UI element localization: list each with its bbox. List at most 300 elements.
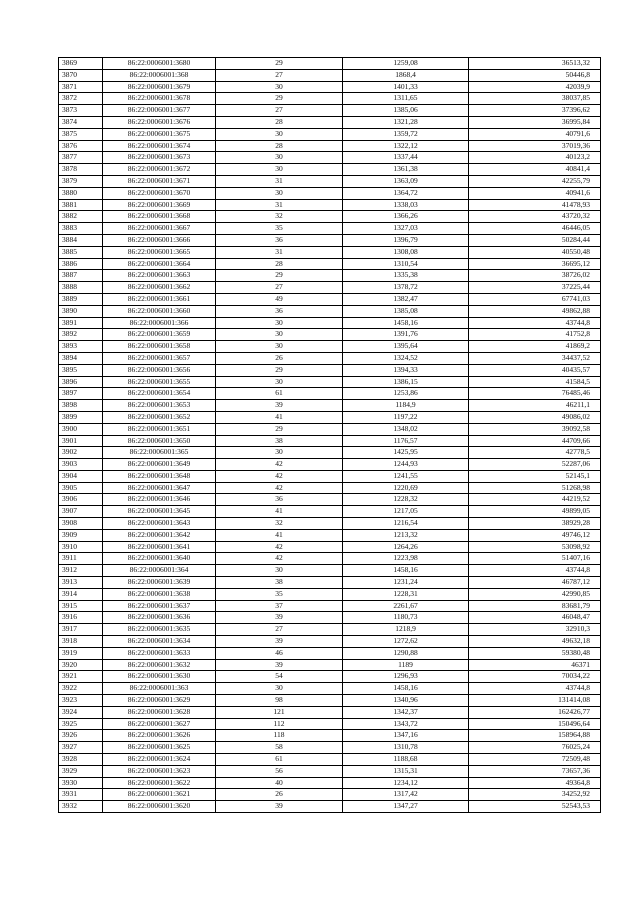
count-cell: 40 [216, 777, 343, 789]
unit-value-cell: 1401,33 [343, 81, 469, 93]
unit-value-cell: 1228,32 [343, 494, 469, 506]
unit-value-cell: 1395,64 [343, 341, 469, 353]
unit-value-cell: 1363,09 [343, 175, 469, 187]
row-number-cell: 3902 [59, 447, 103, 459]
cadastral-number-cell: 86:22:0006001:3671 [103, 175, 216, 187]
unit-value-cell: 1272,62 [343, 636, 469, 648]
table-row [59, 518, 601, 530]
cadastral-number-cell: 86:22:0006001:3675 [103, 128, 216, 140]
cadastral-number-cell: 86:22:0006001:366 [103, 317, 216, 329]
row-number-cell: 3888 [59, 282, 103, 294]
total-value-cell: 70034,22 [469, 671, 601, 683]
table-row [59, 447, 601, 459]
cadastral-number-cell: 86:22:0006001:3673 [103, 152, 216, 164]
cadastral-number-cell: 86:22:0006001:3651 [103, 423, 216, 435]
unit-value-cell: 1184,9 [343, 400, 469, 412]
cadastral-number-cell: 86:22:0006001:3664 [103, 258, 216, 270]
cadastral-number-cell: 86:22:0006001:3663 [103, 270, 216, 282]
cadastral-number-cell: 86:22:0006001:3669 [103, 199, 216, 211]
table-row [59, 58, 601, 70]
row-number-cell: 3895 [59, 364, 103, 376]
table-row [59, 801, 601, 813]
total-value-cell: 40550,48 [469, 246, 601, 258]
count-cell: 35 [216, 588, 343, 600]
total-value-cell: 37019,36 [469, 140, 601, 152]
row-number-cell: 3881 [59, 199, 103, 211]
total-value-cell: 42778,5 [469, 447, 601, 459]
row-number-cell: 3884 [59, 234, 103, 246]
table-row [59, 636, 601, 648]
cadastral-number-cell: 86:22:0006001:3621 [103, 789, 216, 801]
count-cell: 30 [216, 341, 343, 353]
total-value-cell: 51268,98 [469, 482, 601, 494]
unit-value-cell: 1348,02 [343, 423, 469, 435]
unit-value-cell: 1244,93 [343, 459, 469, 471]
row-number-cell: 3892 [59, 329, 103, 341]
cadastral-number-cell: 86:22:0006001:3634 [103, 636, 216, 648]
table-row [59, 152, 601, 164]
unit-value-cell: 1385,06 [343, 105, 469, 117]
row-number-cell: 3869 [59, 58, 103, 70]
cadastral-number-cell: 86:22:0006001:3661 [103, 293, 216, 305]
total-value-cell: 49862,88 [469, 305, 601, 317]
count-cell: 31 [216, 175, 343, 187]
table-row [59, 258, 601, 270]
unit-value-cell: 1310,78 [343, 742, 469, 754]
total-value-cell: 42255,79 [469, 175, 601, 187]
total-value-cell: 37225,44 [469, 282, 601, 294]
unit-value-cell: 1394,33 [343, 364, 469, 376]
row-number-cell: 3896 [59, 376, 103, 388]
table-row [59, 624, 601, 636]
table-row [59, 329, 601, 341]
unit-value-cell: 1188,68 [343, 754, 469, 766]
cadastral-number-cell: 86:22:0006001:3662 [103, 282, 216, 294]
total-value-cell: 40791,6 [469, 128, 601, 140]
row-number-cell: 3893 [59, 341, 103, 353]
row-number-cell: 3911 [59, 553, 103, 565]
cadastral-number-cell: 86:22:0006001:3667 [103, 223, 216, 235]
unit-value-cell: 1310,54 [343, 258, 469, 270]
row-number-cell: 3886 [59, 258, 103, 270]
row-number-cell: 3883 [59, 223, 103, 235]
count-cell: 39 [216, 636, 343, 648]
unit-value-cell: 1458,16 [343, 683, 469, 695]
cadastral-number-cell: 86:22:0006001:3659 [103, 329, 216, 341]
unit-value-cell: 1259,08 [343, 58, 469, 70]
table-row [59, 718, 601, 730]
count-cell: 29 [216, 58, 343, 70]
total-value-cell: 41869,2 [469, 341, 601, 353]
count-cell: 30 [216, 376, 343, 388]
count-cell: 35 [216, 223, 343, 235]
cadastral-number-cell: 86:22:0006001:3655 [103, 376, 216, 388]
total-value-cell: 38037,85 [469, 93, 601, 105]
cadastral-number-cell: 86:22:0006001:3668 [103, 211, 216, 223]
table-row [59, 364, 601, 376]
unit-value-cell: 1290,88 [343, 647, 469, 659]
count-cell: 27 [216, 69, 343, 81]
total-value-cell: 43720,32 [469, 211, 601, 223]
count-cell: 30 [216, 683, 343, 695]
total-value-cell: 36513,32 [469, 58, 601, 70]
row-number-cell: 3879 [59, 175, 103, 187]
count-cell: 30 [216, 187, 343, 199]
cadastral-number-cell: 86:22:0006001:3652 [103, 411, 216, 423]
cadastral-number-cell: 86:22:0006001:3630 [103, 671, 216, 683]
cadastral-number-cell: 86:22:0006001:3677 [103, 105, 216, 117]
cadastral-number-cell: 86:22:0006001:3641 [103, 541, 216, 553]
unit-value-cell: 1228,31 [343, 588, 469, 600]
total-value-cell: 40123,2 [469, 152, 601, 164]
cadastral-number-cell: 86:22:0006001:3637 [103, 600, 216, 612]
total-value-cell: 38726,02 [469, 270, 601, 282]
table-body [59, 58, 601, 813]
unit-value-cell: 1324,52 [343, 352, 469, 364]
table-row [59, 647, 601, 659]
table-row [59, 754, 601, 766]
cadastral-number-cell: 86:22:0006001:3656 [103, 364, 216, 376]
cadastral-number-cell: 86:22:0006001:365 [103, 447, 216, 459]
cadastral-value-table [58, 57, 601, 813]
unit-value-cell: 1218,9 [343, 624, 469, 636]
count-cell: 29 [216, 364, 343, 376]
table-row [59, 659, 601, 671]
cadastral-number-cell: 86:22:0006001:3628 [103, 706, 216, 718]
count-cell: 27 [216, 624, 343, 636]
total-value-cell: 52287,06 [469, 459, 601, 471]
table-row [59, 128, 601, 140]
unit-value-cell: 1189 [343, 659, 469, 671]
total-value-cell: 59380,48 [469, 647, 601, 659]
unit-value-cell: 1315,31 [343, 765, 469, 777]
total-value-cell: 72509,48 [469, 754, 601, 766]
row-number-cell: 3870 [59, 69, 103, 81]
unit-value-cell: 1176,57 [343, 435, 469, 447]
row-number-cell: 3906 [59, 494, 103, 506]
unit-value-cell: 1308,08 [343, 246, 469, 258]
row-number-cell: 3874 [59, 116, 103, 128]
count-cell: 112 [216, 718, 343, 730]
count-cell: 28 [216, 140, 343, 152]
table-row [59, 588, 601, 600]
unit-value-cell: 1378,72 [343, 282, 469, 294]
count-cell: 30 [216, 152, 343, 164]
count-cell: 58 [216, 742, 343, 754]
count-cell: 36 [216, 305, 343, 317]
total-value-cell: 46048,47 [469, 612, 601, 624]
cadastral-number-cell: 86:22:0006001:3640 [103, 553, 216, 565]
table-row [59, 565, 601, 577]
cadastral-number-cell: 86:22:0006001:3632 [103, 659, 216, 671]
total-value-cell: 50284,44 [469, 234, 601, 246]
table-row [59, 293, 601, 305]
table-row [59, 282, 601, 294]
unit-value-cell: 1361,38 [343, 164, 469, 176]
row-number-cell: 3908 [59, 518, 103, 530]
table-row [59, 423, 601, 435]
unit-value-cell: 1338,03 [343, 199, 469, 211]
table-row [59, 742, 601, 754]
table-row [59, 411, 601, 423]
total-value-cell: 49746,12 [469, 529, 601, 541]
table-row [59, 553, 601, 565]
unit-value-cell: 1317,42 [343, 789, 469, 801]
cadastral-number-cell: 86:22:0006001:3666 [103, 234, 216, 246]
count-cell: 31 [216, 246, 343, 258]
table-row [59, 470, 601, 482]
row-number-cell: 3907 [59, 506, 103, 518]
row-number-cell: 3899 [59, 411, 103, 423]
unit-value-cell: 1322,12 [343, 140, 469, 152]
cadastral-number-cell: 86:22:0006001:3676 [103, 116, 216, 128]
table-row [59, 234, 601, 246]
table-row [59, 116, 601, 128]
cadastral-number-cell: 86:22:0006001:3660 [103, 305, 216, 317]
row-number-cell: 3909 [59, 529, 103, 541]
cadastral-number-cell: 86:22:0006001:3627 [103, 718, 216, 730]
table-row [59, 541, 601, 553]
count-cell: 46 [216, 647, 343, 659]
cadastral-number-cell: 86:22:0006001:3625 [103, 742, 216, 754]
count-cell: 41 [216, 506, 343, 518]
cadastral-number-cell: 86:22:0006001:3650 [103, 435, 216, 447]
table-row [59, 140, 601, 152]
count-cell: 26 [216, 789, 343, 801]
count-cell: 30 [216, 317, 343, 329]
table-row [59, 199, 601, 211]
total-value-cell: 41752,8 [469, 329, 601, 341]
total-value-cell: 43744,8 [469, 565, 601, 577]
row-number-cell: 3872 [59, 93, 103, 105]
count-cell: 30 [216, 447, 343, 459]
unit-value-cell: 1234,12 [343, 777, 469, 789]
total-value-cell: 34252,92 [469, 789, 601, 801]
count-cell: 39 [216, 801, 343, 813]
unit-value-cell: 1868,4 [343, 69, 469, 81]
table-row [59, 459, 601, 471]
unit-value-cell: 1386,15 [343, 376, 469, 388]
table-row [59, 494, 601, 506]
count-cell: 118 [216, 730, 343, 742]
unit-value-cell: 1231,24 [343, 577, 469, 589]
table-row [59, 683, 601, 695]
cadastral-number-cell: 86:22:0006001:3645 [103, 506, 216, 518]
total-value-cell: 162426,77 [469, 706, 601, 718]
count-cell: 42 [216, 459, 343, 471]
total-value-cell: 46371 [469, 659, 601, 671]
count-cell: 38 [216, 435, 343, 447]
total-value-cell: 36695,12 [469, 258, 601, 270]
total-value-cell: 46211,1 [469, 400, 601, 412]
cadastral-number-cell: 86:22:0006001:3636 [103, 612, 216, 624]
total-value-cell: 53098,92 [469, 541, 601, 553]
count-cell: 26 [216, 352, 343, 364]
row-number-cell: 3873 [59, 105, 103, 117]
total-value-cell: 43744,8 [469, 683, 601, 695]
count-cell: 29 [216, 270, 343, 282]
row-number-cell: 3932 [59, 801, 103, 813]
cadastral-number-cell: 86:22:0006001:3646 [103, 494, 216, 506]
table-row [59, 93, 601, 105]
count-cell: 30 [216, 164, 343, 176]
row-number-cell: 3871 [59, 81, 103, 93]
unit-value-cell: 1343,72 [343, 718, 469, 730]
total-value-cell: 49632,18 [469, 636, 601, 648]
table-row [59, 175, 601, 187]
row-number-cell: 3889 [59, 293, 103, 305]
cadastral-number-cell: 86:22:0006001:3647 [103, 482, 216, 494]
total-value-cell: 41478,93 [469, 199, 601, 211]
count-cell: 36 [216, 494, 343, 506]
cadastral-number-cell: 86:22:0006001:3658 [103, 341, 216, 353]
total-value-cell: 44219,52 [469, 494, 601, 506]
unit-value-cell: 1458,16 [343, 565, 469, 577]
row-number-cell: 3890 [59, 305, 103, 317]
row-number-cell: 3916 [59, 612, 103, 624]
table-row [59, 81, 601, 93]
count-cell: 56 [216, 765, 343, 777]
count-cell: 28 [216, 258, 343, 270]
row-number-cell: 3919 [59, 647, 103, 659]
count-cell: 41 [216, 411, 343, 423]
total-value-cell: 39092,58 [469, 423, 601, 435]
cadastral-number-cell: 86:22:0006001:3648 [103, 470, 216, 482]
total-value-cell: 32910,3 [469, 624, 601, 636]
unit-value-cell: 1217,05 [343, 506, 469, 518]
table-row [59, 305, 601, 317]
row-number-cell: 3925 [59, 718, 103, 730]
table-row [59, 706, 601, 718]
cadastral-number-cell: 86:22:0006001:3653 [103, 400, 216, 412]
count-cell: 42 [216, 553, 343, 565]
total-value-cell: 83681,79 [469, 600, 601, 612]
unit-value-cell: 1296,93 [343, 671, 469, 683]
count-cell: 31 [216, 199, 343, 211]
cadastral-number-cell: 86:22:0006001:3642 [103, 529, 216, 541]
table-row [59, 270, 601, 282]
row-number-cell: 3885 [59, 246, 103, 258]
row-number-cell: 3922 [59, 683, 103, 695]
cadastral-number-cell: 86:22:0006001:3672 [103, 164, 216, 176]
table-row [59, 187, 601, 199]
unit-value-cell: 1347,16 [343, 730, 469, 742]
count-cell: 41 [216, 529, 343, 541]
cadastral-number-cell: 86:22:0006001:363 [103, 683, 216, 695]
count-cell: 61 [216, 754, 343, 766]
row-number-cell: 3931 [59, 789, 103, 801]
row-number-cell: 3901 [59, 435, 103, 447]
row-number-cell: 3880 [59, 187, 103, 199]
total-value-cell: 131414,08 [469, 695, 601, 707]
count-cell: 28 [216, 116, 343, 128]
table-row [59, 600, 601, 612]
table-row [59, 765, 601, 777]
table-row [59, 317, 601, 329]
table-row [59, 789, 601, 801]
cadastral-number-cell: 86:22:0006001:3635 [103, 624, 216, 636]
cadastral-number-cell: 86:22:0006001:3622 [103, 777, 216, 789]
total-value-cell: 40941,6 [469, 187, 601, 199]
table-row [59, 529, 601, 541]
table-row [59, 506, 601, 518]
unit-value-cell: 1385,08 [343, 305, 469, 317]
total-value-cell: 49364,8 [469, 777, 601, 789]
row-number-cell: 3913 [59, 577, 103, 589]
count-cell: 49 [216, 293, 343, 305]
row-number-cell: 3926 [59, 730, 103, 742]
table-row [59, 211, 601, 223]
total-value-cell: 44709,66 [469, 435, 601, 447]
total-value-cell: 150496,64 [469, 718, 601, 730]
unit-value-cell: 1264,26 [343, 541, 469, 553]
row-number-cell: 3898 [59, 400, 103, 412]
cadastral-number-cell: 86:22:0006001:3657 [103, 352, 216, 364]
row-number-cell: 3900 [59, 423, 103, 435]
cadastral-number-cell: 86:22:0006001:3665 [103, 246, 216, 258]
cadastral-number-cell: 86:22:0006001:3643 [103, 518, 216, 530]
total-value-cell: 37396,62 [469, 105, 601, 117]
table-row [59, 730, 601, 742]
count-cell: 29 [216, 93, 343, 105]
cadastral-number-cell: 86:22:0006001:3633 [103, 647, 216, 659]
row-number-cell: 3878 [59, 164, 103, 176]
table-row [59, 223, 601, 235]
table-row [59, 777, 601, 789]
row-number-cell: 3904 [59, 470, 103, 482]
cadastral-number-cell: 86:22:0006001:3654 [103, 388, 216, 400]
row-number-cell: 3887 [59, 270, 103, 282]
total-value-cell: 38929,28 [469, 518, 601, 530]
row-number-cell: 3875 [59, 128, 103, 140]
count-cell: 42 [216, 470, 343, 482]
cadastral-number-cell: 86:22:0006001:3678 [103, 93, 216, 105]
row-number-cell: 3927 [59, 742, 103, 754]
total-value-cell: 40435,57 [469, 364, 601, 376]
table-row [59, 612, 601, 624]
row-number-cell: 3915 [59, 600, 103, 612]
total-value-cell: 41584,5 [469, 376, 601, 388]
cadastral-number-cell: 86:22:0006001:3626 [103, 730, 216, 742]
unit-value-cell: 1337,44 [343, 152, 469, 164]
row-number-cell: 3917 [59, 624, 103, 636]
total-value-cell: 73657,36 [469, 765, 601, 777]
row-number-cell: 3924 [59, 706, 103, 718]
total-value-cell: 52543,53 [469, 801, 601, 813]
count-cell: 29 [216, 423, 343, 435]
total-value-cell: 43744,8 [469, 317, 601, 329]
unit-value-cell: 1223,98 [343, 553, 469, 565]
count-cell: 98 [216, 695, 343, 707]
row-number-cell: 3905 [59, 482, 103, 494]
unit-value-cell: 1216,54 [343, 518, 469, 530]
total-value-cell: 49086,02 [469, 411, 601, 423]
table-row [59, 164, 601, 176]
cadastral-number-cell: 86:22:0006001:368 [103, 69, 216, 81]
total-value-cell: 34437,52 [469, 352, 601, 364]
unit-value-cell: 1321,28 [343, 116, 469, 128]
table-row [59, 695, 601, 707]
total-value-cell: 67741,03 [469, 293, 601, 305]
total-value-cell: 50446,8 [469, 69, 601, 81]
unit-value-cell: 1396,79 [343, 234, 469, 246]
row-number-cell: 3929 [59, 765, 103, 777]
row-number-cell: 3910 [59, 541, 103, 553]
table-row [59, 352, 601, 364]
total-value-cell: 158964,88 [469, 730, 601, 742]
cadastral-number-cell: 86:22:0006001:3639 [103, 577, 216, 589]
table-row [59, 400, 601, 412]
